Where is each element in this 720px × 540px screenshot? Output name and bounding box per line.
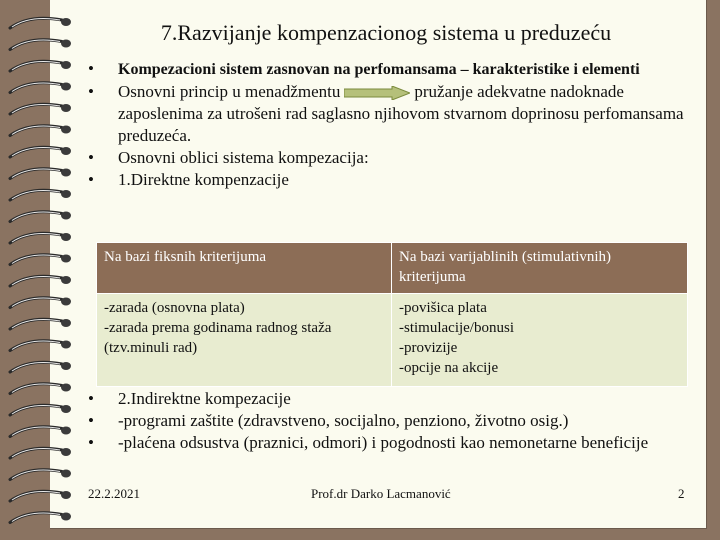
binding-ring	[10, 147, 71, 157]
principle-text-end: pružanje adekvatne nadoknade zaposlenima za utrošeni rad saglasno njihovom stvarnom doprinosu perfomansama preduzeća.	[118, 82, 684, 145]
binding-ring	[10, 341, 71, 351]
table-header-cell: Na bazi fiksnih kriterijuma	[97, 243, 392, 294]
binding-ring	[10, 212, 71, 222]
binding-ring	[10, 276, 71, 286]
bullet-icon: •	[88, 59, 94, 78]
cell-line: -stimulacije/bonusi	[399, 320, 514, 336]
bottom-bullet-list	[88, 388, 688, 454]
bullet-item	[88, 432, 688, 454]
spiral-binding	[0, 0, 90, 540]
binding-ring	[10, 126, 71, 136]
bullet-item	[88, 58, 688, 81]
bullet-item	[88, 81, 688, 147]
bullet-icon: •	[88, 433, 94, 452]
right-arrow-icon	[344, 86, 410, 100]
binding-ring	[10, 491, 71, 501]
cell-line: -zarada (osnovna plata)	[104, 300, 245, 316]
binding-ring	[10, 233, 71, 243]
binding-ring	[10, 362, 71, 372]
binding-ring	[10, 470, 71, 480]
variable-criteria-cell	[392, 294, 688, 387]
binding-ring	[10, 169, 71, 179]
table-row	[97, 294, 688, 387]
table-header-cell: Na bazi varijablinih (stimulativnih) kriterijuma	[392, 243, 688, 294]
bullet-icon: •	[88, 170, 94, 189]
bullet-icon: •	[88, 148, 94, 167]
bullet-text: 1.Direktne kompenzacije	[118, 170, 289, 189]
binding-ring	[10, 513, 71, 523]
bullet-item	[88, 169, 688, 191]
bullet-text: -programi zaštite (zdravstveno, socijalno, penziono, životno osig.)	[118, 411, 569, 430]
footer-page-number: 2	[678, 486, 685, 501]
binding-ring	[10, 405, 71, 415]
bullet-item	[88, 410, 688, 432]
bullet-icon: •	[88, 389, 94, 408]
bullet-icon: •	[88, 82, 94, 101]
cell-line: -provizije	[399, 340, 458, 356]
principle-text-start: Osnovni princip u menadžmentu	[118, 82, 341, 101]
footer-author: Prof.dr Darko Lacmanović	[311, 486, 451, 501]
fixed-criteria-cell	[97, 294, 392, 387]
cell-line: -opcije na akcije	[399, 360, 499, 376]
binding-ring	[10, 384, 71, 394]
binding-ring	[10, 298, 71, 308]
binding-ring	[10, 61, 71, 71]
bullet-item	[88, 147, 688, 169]
table-header-row	[97, 243, 688, 294]
binding-ring	[10, 40, 71, 50]
bullet-text: -plaćena odsustva (praznici, odmori) i pogodnosti kao nemonetarne beneficije	[118, 433, 649, 452]
binding-ring	[10, 427, 71, 437]
binding-ring	[10, 104, 71, 114]
bullet-text: Osnovni oblici sistema kompezacija:	[118, 148, 369, 167]
slide-title: 7.Razvijanje kompenzacionog sistema u preduzeću	[160, 20, 612, 45]
bullet-text: Kompezacioni sistem zasnovan na perfomansama – karakteristike i elementi	[118, 61, 640, 78]
binding-ring	[10, 190, 71, 200]
compensation-table	[96, 242, 688, 387]
bullet-text: 2.Indirektne kompezacije	[118, 389, 291, 408]
footer-date: 22.2.2021	[88, 486, 140, 501]
binding-ring	[10, 83, 71, 93]
binding-ring	[10, 255, 71, 265]
top-bullet-list	[88, 58, 688, 191]
binding-ring	[10, 319, 71, 329]
binding-ring	[10, 448, 71, 458]
bullet-item	[88, 388, 688, 410]
bullet-icon: •	[88, 411, 94, 430]
cell-line: -povišica plata	[399, 300, 487, 316]
cell-line: -zarada prema godinama radnog staža (tzv.minuli rad)	[104, 320, 332, 356]
binding-ring	[10, 18, 71, 28]
